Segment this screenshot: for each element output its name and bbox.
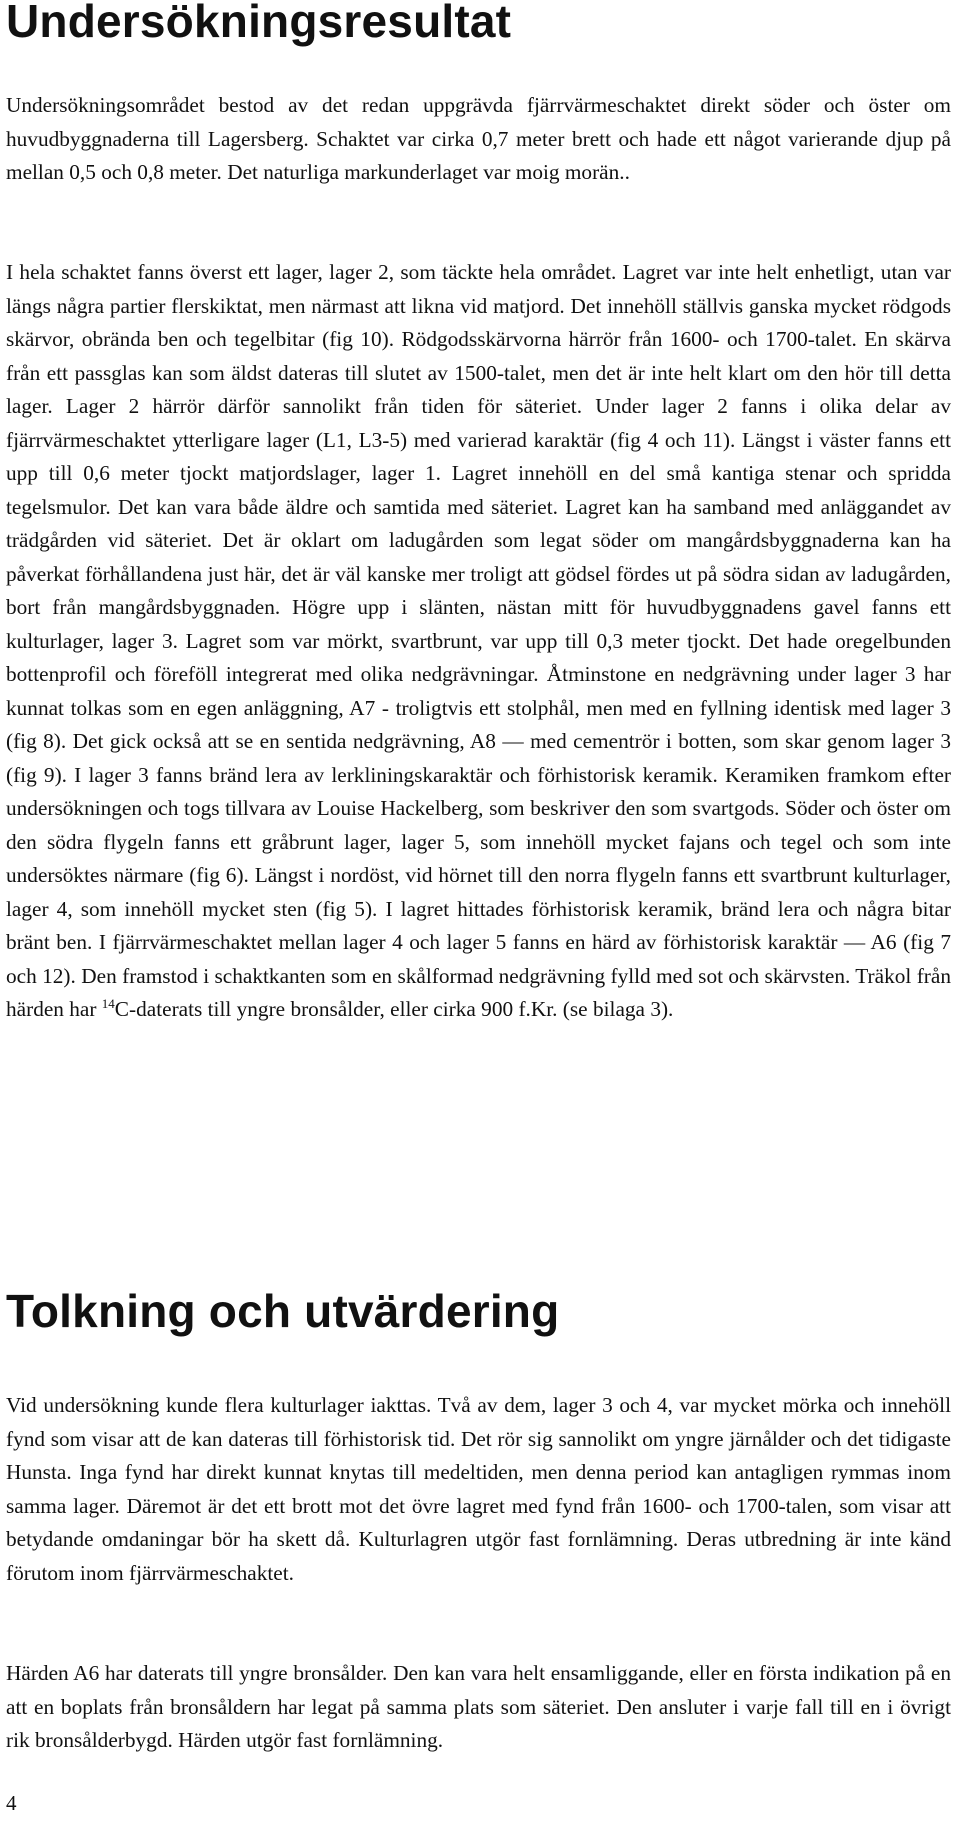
superscript-14: 14 bbox=[101, 995, 115, 1011]
paragraph-results-layers bbox=[6, 256, 951, 1027]
paragraph-interpretation-layers: Vid undersökning kunde flera kulturlager iakttas. Två av dem, lager 3 och 4, var mycket mörka och innehöll fynd som visar att de kan dateras till förhistorisk tid. Det rör sig sannolikt om yngre järnålder och det tidigaste Hunsta. Inga fynd har direkt kunnat knytas till medeltiden, men denna period kan antagligen rymmas inom samma lager. Däremot är det ett brott mot det övre lagret med fynd från 1600- och 1700-talen, som visar att betydande omdaningar bör ha skett då. Kulturlagren utgör fast fornlämning. Deras utbredning är inte känd förutom inom fjärrvärmeschaktet. bbox=[6, 1393, 951, 1585]
paragraph-results-intro: Undersökningsområdet bestod av det redan uppgrävda fjärrvärmeschaktet direkt söder och öster om huvudbyggnaderna till Lagersberg. Schaktet var cirka 0,7 meter brett och hade ett något varierande djup på mellan 0,5 och 0,8 meter. Det naturliga markunderlaget var moig morän.. bbox=[6, 93, 951, 184]
paragraph-text: I hela schaktet fanns överst ett lager, lager 2, som täckte hela området. Lagret var inte helt enhetligt, utan var längs några partier flerskiktat, men närmast att likna vid matjord. Det innehöll ställvis ganska mycket rödgods skärvor, obrända ben och tegelbitar (fig 10). Rödgodsskärvorna härrör från 1600- och 1700-talet. En skärva från ett passglas kan som äldst dateras till slutet av 1500-talet, men det är inte helt klart om den hör till detta lager. Lager 2 härrör därför sannolikt från tiden för säteriet. Under lager 2 fanns i olika delar av fjärrvärmeschaktet ytterligare lager (L1, L3-5) med varierad karaktär (fig 4 och 11). Längst i väster fanns ett upp till 0,6 meter tjockt matjordslager, lager 1. Lagret innehöll en del små kantiga stenar och spridda tegelsmulor. Det kan vara både äldre och samtida med säteriet. Lagret kan ha samband med anläggandet av trädgården vid säteriet. Det är oklart om ladugården som legat söder om mangårdsbyggnaderna kan ha påverkat förhållandena just här, det är väl kanske mer troligt att gödsel fördes ut på södra sidan av ladugården, bort från mangårdsbyggnaden. Högre upp i slänten, nästan mitt för huvudbyggnadens gavel fanns ett kulturlager, lager 3. Lagret som var mörkt, svartbrunt, var upp till 0,3 meter tjockt. Det hade oregelbunden bottenprofil och föreföll integrerat med olika nedgrävningar. Åtminstone en nedgrävning under lager 3 har kunnat tolkas som en egen anläggning, A7 - troligtvis ett stolphål, men med en fyllning identisk med lager 3 (fig 8). Det gick också att se en sentida nedgrävning, A8 — med cementrör i botten, som skar genom lager 3 (fig 9). I lager 3 fanns bränd lera av lerkliningskaraktär och förhistorisk keramik. Keramiken framkom efter undersökningen och togs tillvara av Louise Hackelberg, som beskriver den som svartgods. Söder och öster om den södra flygeln fanns ett gråbrunt lager, lager 5, som innehöll mycket fajans och tegel och som inte undersöktes närmare (fig 6). Längst i nordöst, vid hörnet till den norra flygeln fanns ett svartbrunt kulturlager, lager 4, som innehöll mycket sten (fig 5). I lagret hittades förhistorisk keramik, bränd lera och några bitar bränt ben. I fjärrvärmeschaktet mellan lager 4 och lager 5 fanns en härd av förhistorisk karaktär — A6 (fig 7 och 12). Den framstod i schaktkanten som en skålformad nedgrävning fylld med sot och skärvsten. Träkol från härden har bbox=[6, 260, 951, 1021]
section-heading-results: Undersökningsresultat bbox=[6, 0, 512, 47]
page-number: 4 bbox=[6, 1791, 17, 1815]
paragraph-interpretation-hearth: Härden A6 har daterats till yngre bronsålder. Den kan vara helt ensamliggande, eller en första indikation på en att en boplats från bronsåldern har legat på samma plats som säteriet. Den ansluter i varje fall till en i övrigt rik bronsålderbygd. Härden utgör fast fornlämning. bbox=[6, 1661, 951, 1752]
paragraph-text: C-daterats till yngre bronsålder, eller cirka 900 f.Kr. (se bilaga 3). bbox=[114, 997, 674, 1021]
section-heading-interpretation: Tolkning och utvärdering bbox=[6, 1285, 560, 1337]
